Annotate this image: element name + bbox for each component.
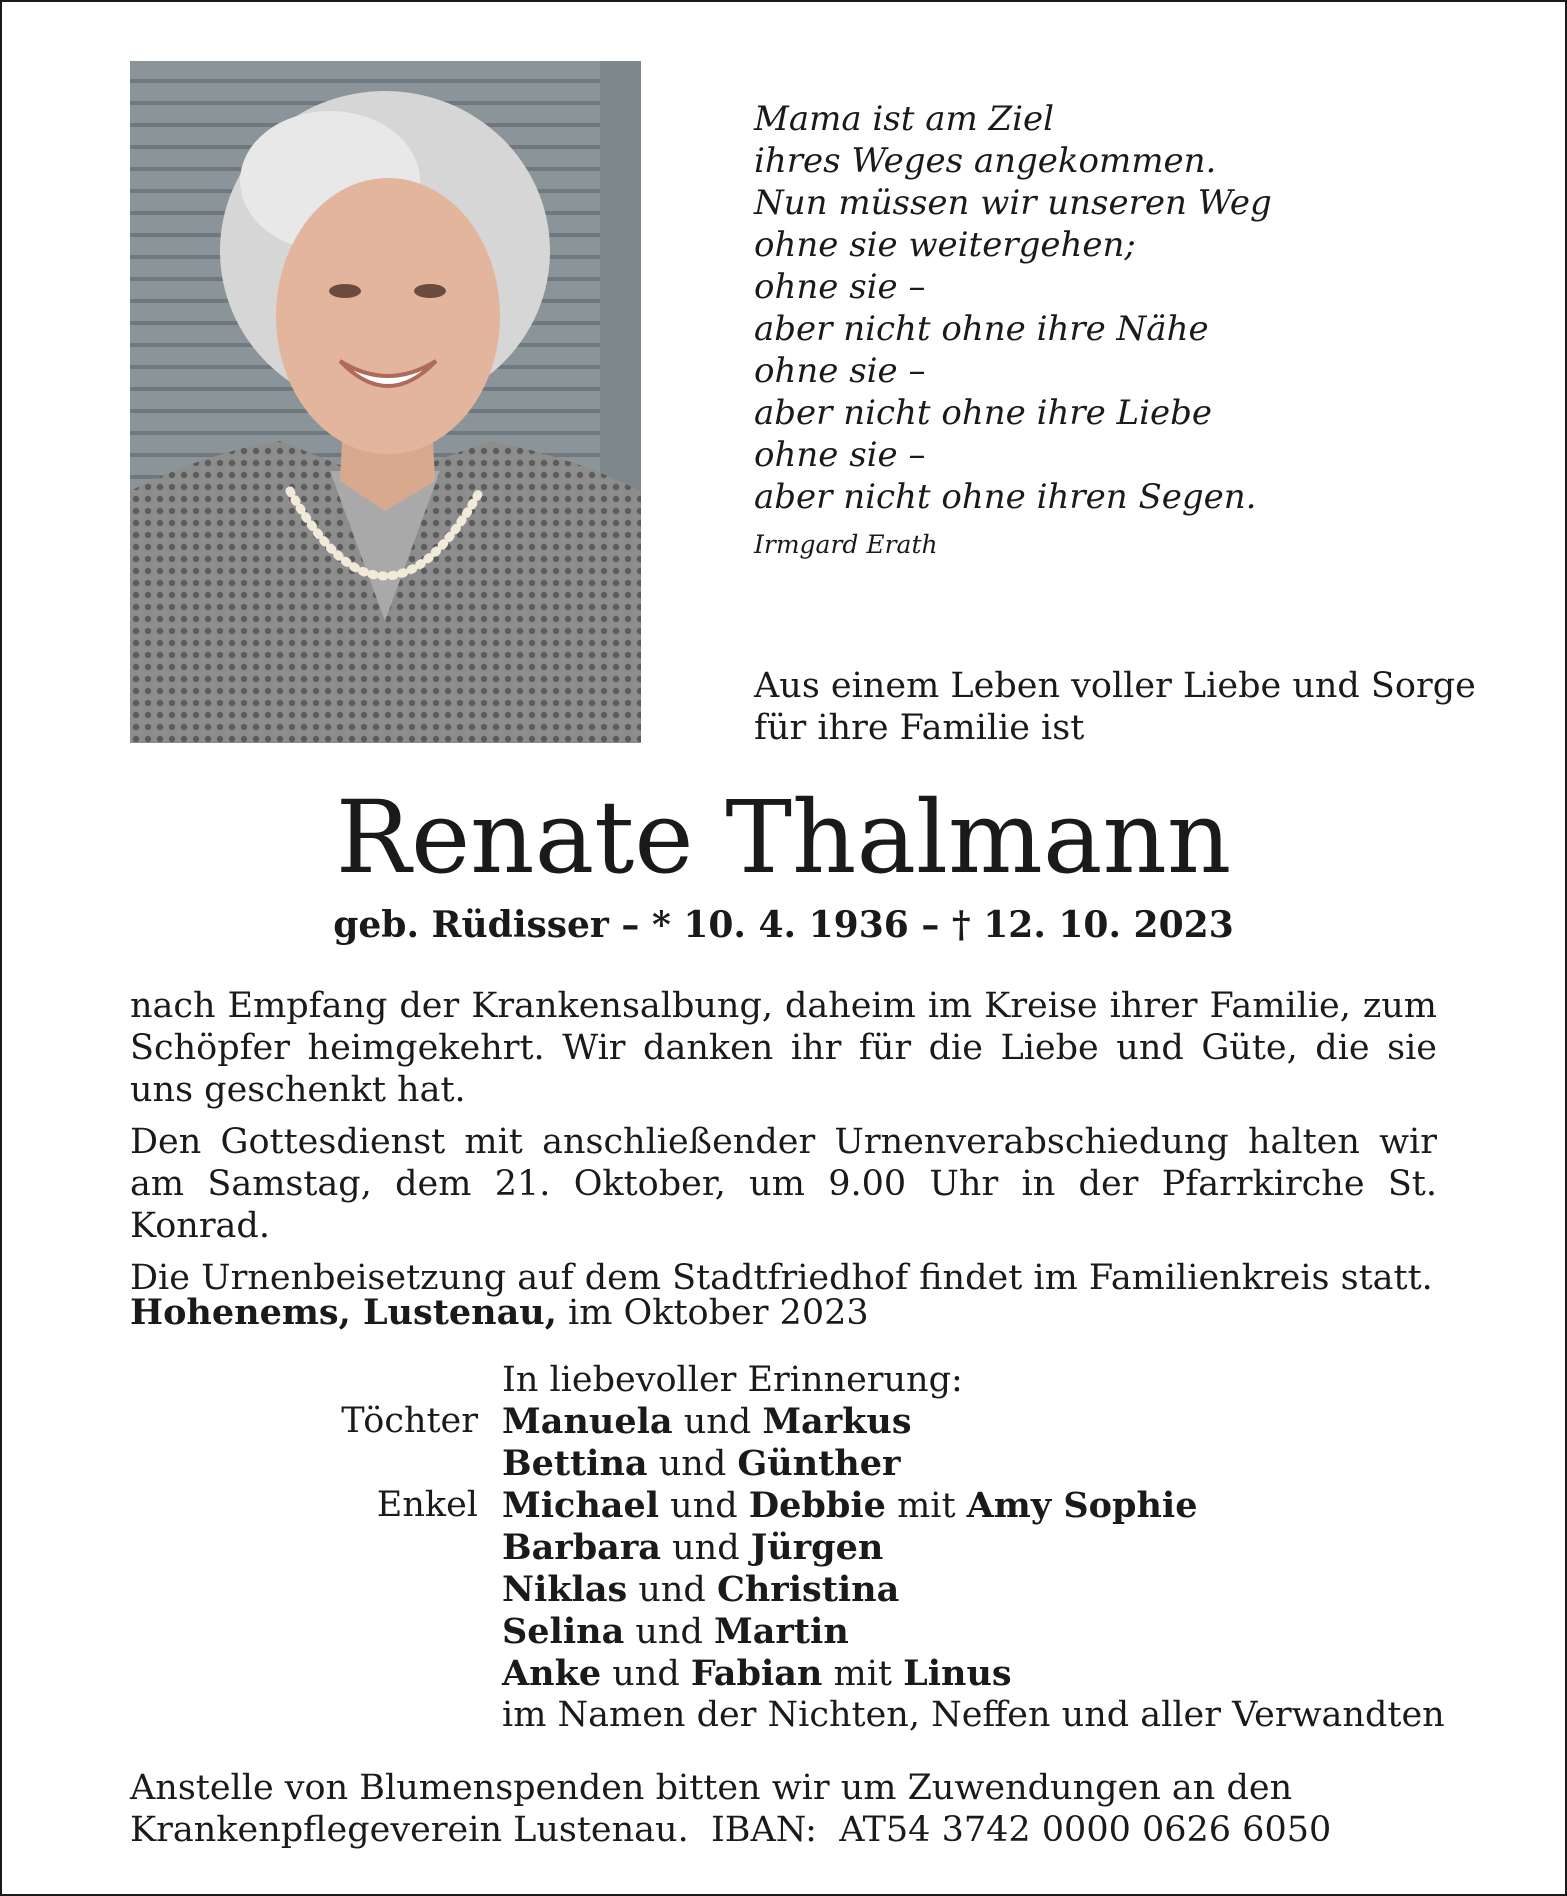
mourner-name: Günther — [737, 1443, 901, 1484]
mourner-row — [502, 1569, 899, 1611]
mourner-row — [502, 1653, 1012, 1695]
poem-line: ihres Weges angekommen. — [754, 141, 1217, 181]
mourner-name: Manuela — [502, 1401, 673, 1442]
mourner-name: Markus — [762, 1401, 912, 1442]
mourner-name: Michael — [502, 1485, 660, 1526]
poem-line: ohne sie – — [754, 267, 926, 307]
mourner-connector: und — [601, 1654, 691, 1694]
deceased-name: Renate Thalmann — [335, 779, 1232, 896]
mourner-connector: und — [660, 1528, 751, 1568]
poem-line: ohne sie weitergehen; — [754, 225, 1136, 265]
mourner-connector: und — [627, 1570, 717, 1610]
birth-death-dates: geb. Rüdisser – * 10. 4. 1936 – † 12. 10. 2023 — [333, 904, 1234, 946]
mourner-name: Linus — [903, 1653, 1012, 1694]
donation-line: Anstelle von Blumenspenden bitten wir um Zuwendungen an den — [130, 1768, 1293, 1808]
mourner-name: Christina — [716, 1569, 900, 1610]
mourner-row — [502, 1401, 912, 1443]
body-paragraph: Den Gottesdienst mit anschließender Urnenverabschiedung halten wir am Samstag, dem 21. Oktober, um 9.00 Uhr in der Pfarrkirche St. Konrad. — [130, 1122, 1437, 1246]
mourners-list — [130, 1360, 1470, 1736]
mourner-name: Fabian — [690, 1653, 823, 1694]
poem-line: Nun müssen wir unseren Weg — [754, 183, 1272, 223]
body-paragraph: nach Empfang der Krankensalbung, daheim im Kreise ihrer Familie, zum Schöpfer heimgekehrt. Wir danken ihr für die Liebe und Güte, die sie uns geschenkt hat. — [130, 986, 1437, 1110]
poem-author: Irmgard Erath — [754, 530, 938, 559]
poem-line: ohne sie – — [754, 351, 926, 391]
mourner-name: Bettina — [502, 1443, 648, 1484]
mourner-name: Anke — [502, 1653, 602, 1694]
body-paragraph: Die Urnenbeisetzung auf dem Stadtfriedhof findet im Familienkreis statt. — [130, 1258, 1433, 1298]
place-names: Hohenems, Lustenau, — [130, 1292, 557, 1333]
intro-text — [754, 665, 1476, 749]
mourner-row — [502, 1527, 883, 1569]
mourner-name: Debbie — [748, 1485, 886, 1526]
month-year: im Oktober 2023 — [556, 1293, 869, 1333]
label-grandchildren: Enkel — [376, 1485, 478, 1525]
donation-iban-line: Krankenpflegeverein Lustenau. IBAN: AT54 3742 0000 0626 6050 — [130, 1810, 1332, 1850]
place-date-line — [130, 1292, 869, 1334]
mourner-row — [502, 1485, 1197, 1527]
mourner-connector: und — [647, 1444, 738, 1484]
poem-line: aber nicht ohne ihren Segen. — [754, 477, 1257, 517]
portrait-photo — [130, 61, 641, 743]
mourner-name: Barbara — [502, 1527, 661, 1568]
label-daughters: Töchter — [341, 1401, 478, 1441]
mourner-name: Amy Sophie — [966, 1485, 1198, 1526]
mourner-connector: und — [659, 1486, 749, 1526]
mourner-name: Martin — [714, 1611, 849, 1652]
mourner-name: Jürgen — [750, 1527, 884, 1568]
mourner-row — [502, 1443, 900, 1485]
poem-line: ohne sie – — [754, 435, 926, 475]
poem-line: aber nicht ohne ihre Liebe — [754, 393, 1213, 433]
mourner-row — [502, 1611, 849, 1653]
mourners-heading: In liebevoller Erinnerung: — [502, 1360, 963, 1400]
mourners-closing: im Namen der Nichten, Neffen und aller Verwandten — [502, 1695, 1445, 1735]
donation-note — [130, 1767, 1331, 1851]
poem-line: Mama ist am Ziel — [754, 99, 1055, 139]
announcement-body — [130, 985, 1437, 1309]
mourner-name: Niklas — [502, 1569, 628, 1610]
mourner-connector: und — [624, 1612, 715, 1652]
poem-line: aber nicht ohne ihre Nähe — [754, 309, 1209, 349]
mourner-name: Selina — [502, 1611, 625, 1652]
intro-line: Aus einem Leben voller Liebe und Sorge — [754, 666, 1476, 706]
memorial-poem — [754, 98, 1272, 560]
mourner-connector: und — [672, 1402, 763, 1442]
mourner-connector: mit — [885, 1486, 967, 1526]
mourner-connector: mit — [822, 1654, 904, 1694]
intro-line: für ihre Familie ist — [754, 708, 1085, 748]
